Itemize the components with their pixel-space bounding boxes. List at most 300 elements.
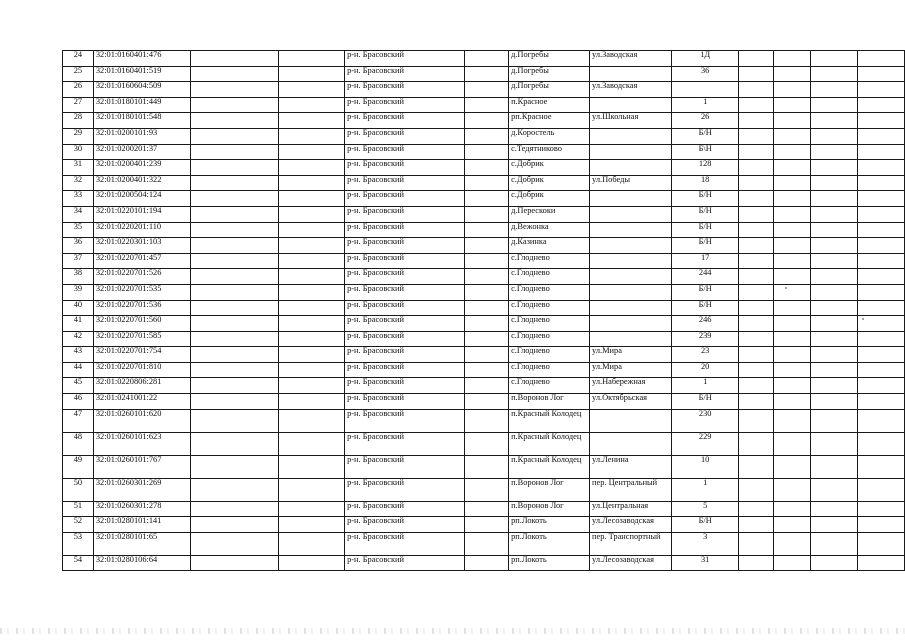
district-cell: р-н. Брасовский: [345, 113, 465, 129]
row-number-cell: 45: [63, 378, 94, 394]
empty-cell: [774, 501, 811, 517]
empty-cell: [739, 331, 774, 347]
cadastral-number-cell: 32:01:0220701:754: [93, 347, 190, 363]
row-number-cell: 41: [63, 316, 94, 332]
house-number-cell: 229: [671, 432, 739, 455]
empty-cell: [858, 82, 905, 98]
row-number-cell: 33: [63, 191, 94, 207]
house-number-cell: 26: [671, 113, 739, 129]
district-cell: р-н. Брасовский: [345, 97, 465, 113]
empty-cell: [190, 409, 278, 432]
house-number-cell: 1Д: [671, 51, 739, 67]
empty-cell: [739, 144, 774, 160]
table-row: [63, 144, 905, 160]
empty-cell: [739, 284, 774, 300]
empty-cell: [278, 82, 344, 98]
empty-cell: [739, 222, 774, 238]
district-cell: р-н. Брасовский: [345, 455, 465, 478]
empty-cell: [810, 394, 858, 410]
empty-cell: [465, 517, 509, 533]
cadastral-number-cell: 32:01:0220701:457: [93, 253, 190, 269]
street-cell: ул.Лесозаводская: [590, 517, 672, 533]
street-cell: ул.Набережная: [590, 378, 672, 394]
empty-cell: [858, 160, 905, 176]
house-number-cell: 3: [671, 532, 739, 555]
cadastral-number-cell: 32:01:0260101:767: [93, 455, 190, 478]
cadastral-number-cell: 32:01:0160401:476: [93, 51, 190, 67]
row-number-cell: 54: [63, 555, 94, 571]
house-number-cell: 1: [671, 378, 739, 394]
street-cell: ул.Лесозаводская: [590, 555, 672, 571]
district-cell: р-н. Брасовский: [345, 555, 465, 571]
empty-cell: [465, 82, 509, 98]
table-row: [63, 175, 905, 191]
empty-cell: [810, 82, 858, 98]
cadastral-number-cell: 32:01:0220201:110: [93, 222, 190, 238]
empty-cell: [465, 409, 509, 432]
street-cell: [590, 409, 672, 432]
empty-cell: [278, 66, 344, 82]
row-number-cell: 46: [63, 394, 94, 410]
empty-cell: [465, 222, 509, 238]
locality-cell: с.Глоднево: [509, 331, 590, 347]
house-number-cell: Б/Н: [671, 284, 739, 300]
empty-cell: [190, 394, 278, 410]
empty-cell: [858, 432, 905, 455]
district-cell: р-н. Брасовский: [345, 478, 465, 501]
empty-cell: [774, 378, 811, 394]
row-number-cell: 27: [63, 97, 94, 113]
empty-cell: [278, 284, 344, 300]
locality-cell: с.Тедятниково: [509, 144, 590, 160]
empty-cell: [190, 51, 278, 67]
district-cell: р-н. Брасовский: [345, 128, 465, 144]
house-number-cell: 17: [671, 253, 739, 269]
empty-cell: [278, 300, 344, 316]
cadastral-number-cell: 32:01:0220701:810: [93, 362, 190, 378]
empty-cell: [739, 517, 774, 533]
empty-cell: [190, 175, 278, 191]
locality-cell: с.Глодневo: [509, 253, 590, 269]
empty-cell: [858, 394, 905, 410]
empty-cell: [190, 331, 278, 347]
empty-cell: [465, 478, 509, 501]
locality-cell: п.Красное: [509, 97, 590, 113]
table-row: [63, 532, 905, 555]
cadastral-number-cell: 32:01:0180101:548: [93, 113, 190, 129]
table-body: [63, 51, 905, 571]
empty-cell: [858, 501, 905, 517]
district-cell: р-н. Брасовский: [345, 269, 465, 285]
district-cell: р-н. Брасовский: [345, 347, 465, 363]
empty-cell: [858, 144, 905, 160]
street-cell: ул.Школьная: [590, 113, 672, 129]
house-number-cell: 23: [671, 347, 739, 363]
empty-cell: [774, 253, 811, 269]
locality-cell: п.Красный Колодец: [509, 455, 590, 478]
empty-cell: [278, 316, 344, 332]
empty-cell: [774, 82, 811, 98]
locality-cell: с.Добрик: [509, 175, 590, 191]
cadastral-number-cell: 32:01:0220701:536: [93, 300, 190, 316]
empty-cell: [739, 300, 774, 316]
empty-cell: [465, 175, 509, 191]
empty-cell: [810, 128, 858, 144]
table-row: [63, 160, 905, 176]
empty-cell: [278, 478, 344, 501]
street-cell: ул.Победы: [590, 175, 672, 191]
cadastral-number-cell: 32:01:0200401:322: [93, 175, 190, 191]
empty-cell: [739, 175, 774, 191]
empty-cell: [810, 409, 858, 432]
empty-cell: [278, 253, 344, 269]
empty-cell: [774, 97, 811, 113]
row-number-cell: 34: [63, 206, 94, 222]
district-cell: р-н. Брасовский: [345, 238, 465, 254]
empty-cell: [774, 113, 811, 129]
empty-cell: [278, 331, 344, 347]
table-row: [63, 478, 905, 501]
empty-cell: [774, 284, 811, 300]
scan-speck: [862, 318, 864, 320]
empty-cell: [774, 316, 811, 332]
row-number-cell: 39: [63, 284, 94, 300]
locality-cell: с.Глоднево: [509, 316, 590, 332]
empty-cell: [858, 300, 905, 316]
district-cell: р-н. Брасовский: [345, 82, 465, 98]
district-cell: р-н. Брасовский: [345, 206, 465, 222]
cadastral-number-cell: 32:01:0220806:281: [93, 378, 190, 394]
locality-cell: с.Глоднево: [509, 378, 590, 394]
empty-cell: [278, 409, 344, 432]
empty-cell: [465, 128, 509, 144]
empty-cell: [278, 191, 344, 207]
empty-cell: [278, 175, 344, 191]
cadastral-number-cell: 32:01:0220701:560: [93, 316, 190, 332]
cadastral-number-cell: 32:01:0220301:103: [93, 238, 190, 254]
empty-cell: [190, 284, 278, 300]
empty-cell: [810, 432, 858, 455]
street-cell: пер. Центральный: [590, 478, 672, 501]
table-row: [63, 432, 905, 455]
table-row: [63, 113, 905, 129]
empty-cell: [739, 316, 774, 332]
empty-cell: [810, 97, 858, 113]
row-number-cell: 36: [63, 238, 94, 254]
empty-cell: [465, 300, 509, 316]
district-cell: р-н. Брасовский: [345, 409, 465, 432]
empty-cell: [774, 51, 811, 67]
empty-cell: [465, 253, 509, 269]
empty-cell: [465, 362, 509, 378]
empty-cell: [810, 284, 858, 300]
empty-cell: [465, 555, 509, 571]
empty-cell: [774, 347, 811, 363]
empty-cell: [774, 269, 811, 285]
empty-cell: [739, 66, 774, 82]
empty-cell: [774, 128, 811, 144]
empty-cell: [278, 517, 344, 533]
table-row: [63, 378, 905, 394]
empty-cell: [739, 501, 774, 517]
table-row: [63, 501, 905, 517]
empty-cell: [190, 222, 278, 238]
empty-cell: [774, 331, 811, 347]
empty-cell: [774, 238, 811, 254]
district-cell: р-н. Брасовский: [345, 160, 465, 176]
house-number-cell: Б/Н: [671, 222, 739, 238]
empty-cell: [774, 362, 811, 378]
table-row: [63, 284, 905, 300]
row-number-cell: 30: [63, 144, 94, 160]
empty-cell: [465, 432, 509, 455]
house-number-cell: Б\Н: [671, 144, 739, 160]
street-cell: [590, 160, 672, 176]
empty-cell: [739, 409, 774, 432]
table-row: [63, 517, 905, 533]
street-cell: пер. Транспортный: [590, 532, 672, 555]
empty-cell: [810, 238, 858, 254]
row-number-cell: 47: [63, 409, 94, 432]
empty-cell: [739, 160, 774, 176]
cadastral-number-cell: 32:01:0160401:519: [93, 66, 190, 82]
empty-cell: [810, 378, 858, 394]
table-row: [63, 82, 905, 98]
table-row: [63, 128, 905, 144]
empty-cell: [278, 113, 344, 129]
locality-cell: д.Перескоки: [509, 206, 590, 222]
cadastral-number-cell: 32:01:0280106:64: [93, 555, 190, 571]
empty-cell: [810, 175, 858, 191]
locality-cell: д.Погребы: [509, 51, 590, 67]
row-number-cell: 32: [63, 175, 94, 191]
empty-cell: [465, 394, 509, 410]
empty-cell: [190, 97, 278, 113]
table-row: [63, 222, 905, 238]
empty-cell: [774, 206, 811, 222]
empty-cell: [465, 191, 509, 207]
table-row: [63, 347, 905, 363]
locality-cell: рп.Локоть: [509, 517, 590, 533]
table-row: [63, 394, 905, 410]
row-number-cell: 42: [63, 331, 94, 347]
district-cell: р-н. Брасовский: [345, 222, 465, 238]
empty-cell: [465, 316, 509, 332]
locality-cell: д.Вежонка: [509, 222, 590, 238]
empty-cell: [278, 238, 344, 254]
locality-cell: рп.Локоть: [509, 555, 590, 571]
empty-cell: [858, 378, 905, 394]
empty-cell: [465, 347, 509, 363]
empty-cell: [190, 269, 278, 285]
empty-cell: [858, 66, 905, 82]
empty-cell: [465, 160, 509, 176]
empty-cell: [278, 432, 344, 455]
cadastral-number-cell: 32:01:0260101:620: [93, 409, 190, 432]
locality-cell: с.Глоднево: [509, 300, 590, 316]
house-number-cell: Б/Н: [671, 238, 739, 254]
empty-cell: [858, 409, 905, 432]
empty-cell: [190, 300, 278, 316]
empty-cell: [858, 331, 905, 347]
house-number-cell: 230: [671, 409, 739, 432]
empty-cell: [190, 191, 278, 207]
house-number-cell: Б/Н: [671, 394, 739, 410]
empty-cell: [278, 501, 344, 517]
house-number-cell: 246: [671, 316, 739, 332]
street-cell: [590, 128, 672, 144]
district-cell: р-н. Брасовский: [345, 331, 465, 347]
street-cell: ул.Мира: [590, 347, 672, 363]
district-cell: р-н. Брасовский: [345, 284, 465, 300]
cadastral-number-cell: 32:01:0200401:239: [93, 160, 190, 176]
empty-cell: [278, 362, 344, 378]
locality-cell: с.Глоднево: [509, 284, 590, 300]
street-cell: [590, 253, 672, 269]
empty-cell: [739, 97, 774, 113]
empty-cell: [858, 222, 905, 238]
empty-cell: [858, 455, 905, 478]
house-number-cell: Б/Н: [671, 191, 739, 207]
empty-cell: [810, 300, 858, 316]
house-number-cell: Б/Н: [671, 517, 739, 533]
house-number-cell: 10: [671, 455, 739, 478]
cadastral-number-cell: 32:01:0260301:278: [93, 501, 190, 517]
empty-cell: [739, 253, 774, 269]
district-cell: р-н. Брасовский: [345, 144, 465, 160]
table-row: [63, 409, 905, 432]
scan-speck: [785, 287, 787, 289]
street-cell: [590, 191, 672, 207]
empty-cell: [190, 455, 278, 478]
empty-cell: [278, 532, 344, 555]
empty-cell: [774, 532, 811, 555]
table-row: [63, 316, 905, 332]
street-cell: [590, 269, 672, 285]
district-cell: р-н. Брасовский: [345, 300, 465, 316]
house-number-cell: Б/Н: [671, 300, 739, 316]
empty-cell: [858, 316, 905, 332]
empty-cell: [190, 478, 278, 501]
empty-cell: [810, 66, 858, 82]
house-number-cell: 239: [671, 331, 739, 347]
empty-cell: [858, 269, 905, 285]
empty-cell: [810, 316, 858, 332]
table-row: [63, 362, 905, 378]
empty-cell: [810, 331, 858, 347]
empty-cell: [810, 144, 858, 160]
row-number-cell: 26: [63, 82, 94, 98]
empty-cell: [190, 160, 278, 176]
empty-cell: [858, 206, 905, 222]
empty-cell: [190, 316, 278, 332]
empty-cell: [739, 455, 774, 478]
empty-cell: [278, 128, 344, 144]
empty-cell: [774, 409, 811, 432]
empty-cell: [190, 144, 278, 160]
row-number-cell: 29: [63, 128, 94, 144]
empty-cell: [465, 532, 509, 555]
empty-cell: [858, 238, 905, 254]
empty-cell: [465, 331, 509, 347]
street-cell: [590, 316, 672, 332]
table-row: [63, 455, 905, 478]
table-row: [63, 66, 905, 82]
empty-cell: [774, 300, 811, 316]
empty-cell: [190, 517, 278, 533]
row-number-cell: 24: [63, 51, 94, 67]
empty-cell: [858, 284, 905, 300]
empty-cell: [739, 378, 774, 394]
empty-cell: [465, 284, 509, 300]
empty-cell: [774, 144, 811, 160]
cadastral-number-cell: 32:01:0280101:65: [93, 532, 190, 555]
street-cell: ул.Заводская: [590, 51, 672, 67]
district-cell: р-н. Брасовский: [345, 253, 465, 269]
locality-cell: п.Красный Колодец: [509, 409, 590, 432]
house-number-cell: 31: [671, 555, 739, 571]
empty-cell: [278, 51, 344, 67]
empty-cell: [190, 238, 278, 254]
cadastral-number-cell: 32:01:0260101:623: [93, 432, 190, 455]
street-cell: ул.Мира: [590, 362, 672, 378]
empty-cell: [858, 191, 905, 207]
cadastral-number-cell: 32:01:0180101:449: [93, 97, 190, 113]
empty-cell: [858, 478, 905, 501]
house-number-cell: 20: [671, 362, 739, 378]
house-number-cell: Б/Н: [671, 128, 739, 144]
empty-cell: [810, 362, 858, 378]
empty-cell: [465, 378, 509, 394]
house-number-cell: 1: [671, 97, 739, 113]
empty-cell: [858, 347, 905, 363]
locality-cell: рп.Локоть: [509, 532, 590, 555]
empty-cell: [810, 51, 858, 67]
street-cell: ул.Заводская: [590, 82, 672, 98]
empty-cell: [739, 347, 774, 363]
locality-cell: п.Воронов Лог: [509, 394, 590, 410]
cadastral-number-cell: 32:01:0260301:269: [93, 478, 190, 501]
empty-cell: [278, 555, 344, 571]
house-number-cell: [671, 82, 739, 98]
empty-cell: [190, 206, 278, 222]
empty-cell: [774, 160, 811, 176]
table-row: [63, 206, 905, 222]
empty-cell: [465, 501, 509, 517]
empty-cell: [739, 362, 774, 378]
empty-cell: [810, 532, 858, 555]
empty-cell: [278, 222, 344, 238]
empty-cell: [858, 113, 905, 129]
empty-cell: [774, 432, 811, 455]
street-cell: [590, 144, 672, 160]
empty-cell: [810, 222, 858, 238]
empty-cell: [190, 82, 278, 98]
empty-cell: [739, 269, 774, 285]
empty-cell: [739, 113, 774, 129]
empty-cell: [190, 347, 278, 363]
district-cell: р-н. Брасовский: [345, 532, 465, 555]
empty-cell: [465, 238, 509, 254]
street-cell: ул.Октябрьская: [590, 394, 672, 410]
house-number-cell: Б/Н: [671, 206, 739, 222]
empty-cell: [190, 362, 278, 378]
locality-cell: с.Глоднево: [509, 362, 590, 378]
cadastral-number-cell: 32:01:0241001:22: [93, 394, 190, 410]
district-cell: р-н. Брасовский: [345, 362, 465, 378]
table-row: [63, 238, 905, 254]
cadastral-number-cell: 32:01:0280101:141: [93, 517, 190, 533]
